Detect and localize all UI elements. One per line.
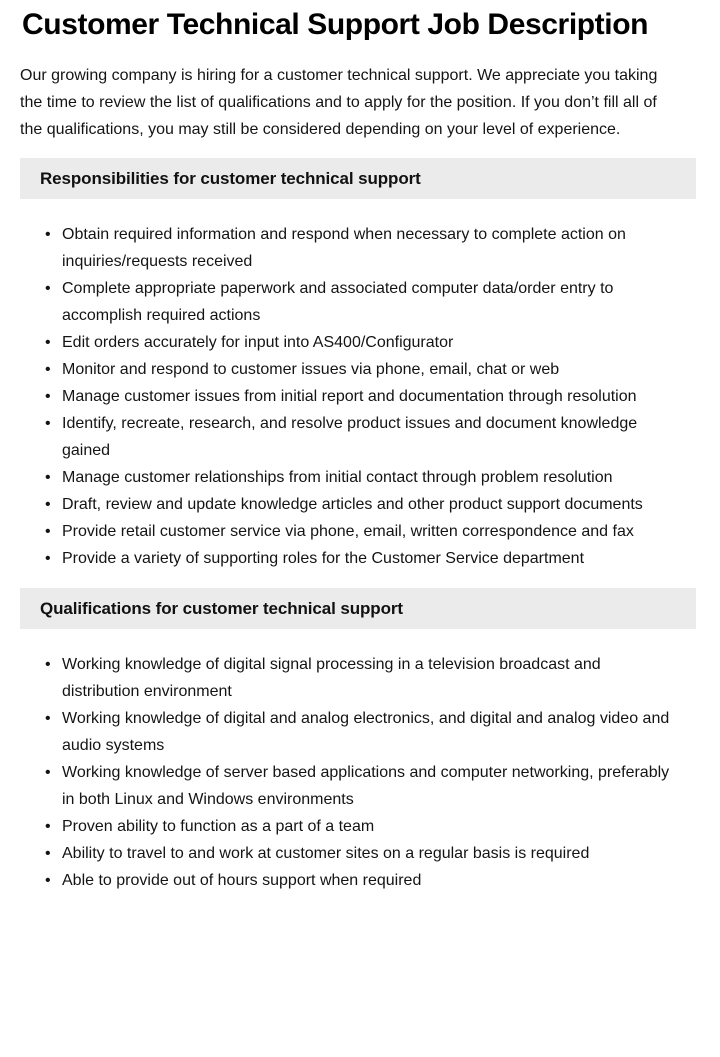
section-responsibilities — [20, 158, 696, 572]
list-item: • Manage customer relationships from initial contact through problem resolution — [20, 464, 682, 491]
list-item: • Working knowledge of digital and analog electronics, and digital and analog video and audio systems — [20, 705, 682, 759]
list-item: • Ability to travel to and work at customer sites on a regular basis is required — [20, 840, 682, 867]
intro-paragraph: Our growing company is hiring for a customer technical support. We appreciate you taking the time to review the list of qualifications and to apply for the position. If you don’t fill all of the qualifications, you may still be considered depending on your level of experience. — [20, 67, 658, 138]
list-item: • Identify, recreate, research, and resolve product issues and document knowledge gained — [20, 410, 682, 464]
list-item: • Monitor and respond to customer issues via phone, email, chat or web — [20, 356, 682, 383]
section-heading-qualifications: Qualifications for customer technical support — [20, 588, 696, 629]
qualifications-list — [20, 651, 696, 894]
list-item: • Working knowledge of digital signal processing in a television broadcast and distribution environment — [20, 651, 682, 705]
responsibilities-list — [20, 221, 696, 572]
list-item: • Obtain required information and respond when necessary to complete action on inquiries/requests received — [20, 221, 682, 275]
list-item: • Manage customer issues from initial report and documentation through resolution — [20, 383, 682, 410]
list-item: • Edit orders accurately for input into AS400/Configurator — [20, 329, 682, 356]
section-qualifications — [20, 588, 696, 894]
list-item: • Proven ability to function as a part of a team — [20, 813, 682, 840]
list-item: • Provide retail customer service via phone, email, written correspondence and fax — [20, 518, 682, 545]
section-heading-responsibilities: Responsibilities for customer technical support — [20, 158, 696, 199]
list-item: • Able to provide out of hours support when required — [20, 867, 682, 894]
list-item: • Working knowledge of server based applications and computer networking, preferably in both Linux and Windows environments — [20, 759, 682, 813]
list-item: • Complete appropriate paperwork and associated computer data/order entry to accomplish required actions — [20, 275, 682, 329]
list-item: • Provide a variety of supporting roles for the Customer Service department — [20, 545, 682, 572]
list-item: • Draft, review and update knowledge articles and other product support documents — [20, 491, 682, 518]
page-title: Customer Technical Support Job Description — [22, 8, 649, 41]
